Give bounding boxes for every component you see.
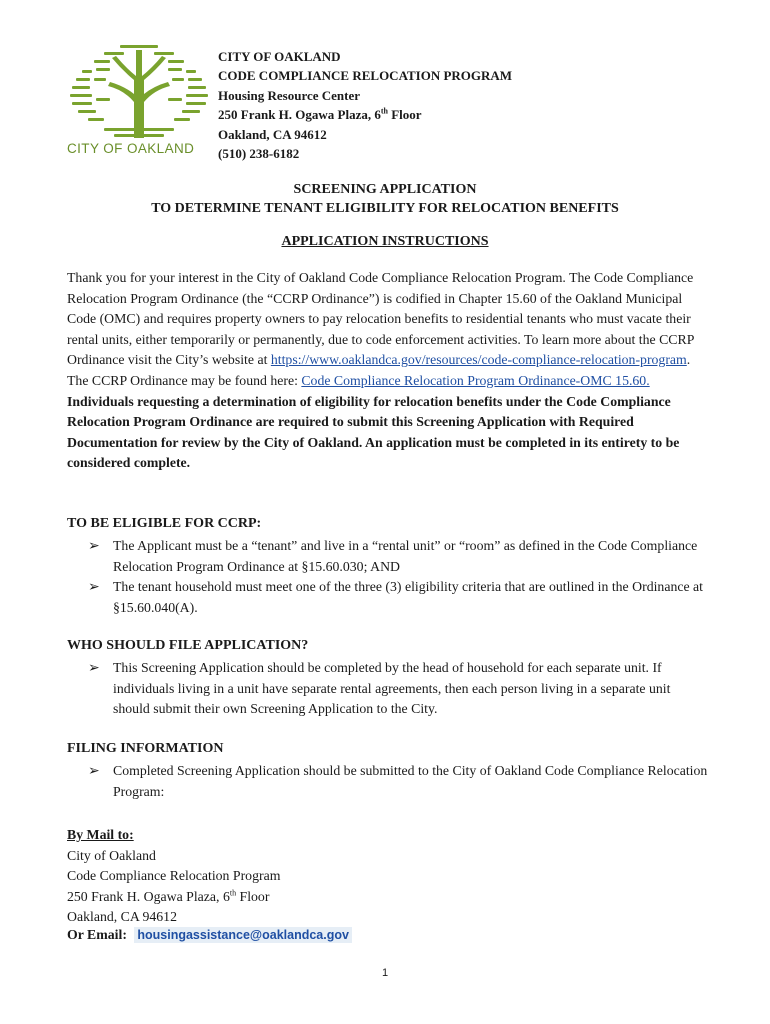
- document-subtitle: TO DETERMINE TENANT ELIGIBILITY FOR RELOCATION BENEFITS: [151, 201, 619, 216]
- arrow-bullet-icon: ➢: [88, 579, 100, 594]
- mail-city: Oakland, CA 94612: [67, 909, 177, 925]
- oak-tree-icon: [64, 40, 214, 140]
- instructions-heading: APPLICATION INSTRUCTIONS: [281, 234, 489, 249]
- who-heading: WHO SHOULD FILE APPLICATION?: [67, 638, 309, 653]
- ccrp-website-link[interactable]: https://www.oaklandca.gov/resources/code-compliance-relocation-program: [270, 352, 687, 368]
- email-label: Or Email:: [67, 927, 127, 942]
- logo-wordmark: CITY OF OAKLAND: [67, 141, 195, 156]
- mail-line: City of Oakland: [67, 847, 156, 863]
- intro-bold-requirement: Individuals requesting a determination of eligibility for relocation benefits under the Code Compliance Relocation Program Ordinance are required to submit this Screening Application with Required Documentation for review by the City of Oakland. An application must be completed in its entirety to be considered complete.: [67, 393, 680, 471]
- header-address: 250 Frank H. Ogawa Plaza, 6th Floor: [218, 106, 422, 123]
- list-item: ➢ This Screening Application should be completed by the head of household for each separate unit. If individuals living in a unit have separate rental agreements, then each person living in a separate unit should submit their own Screening Application to the City.: [88, 660, 671, 717]
- header-city-line: Oakland, CA 94612: [218, 126, 327, 142]
- mail-heading: By Mail to:: [67, 827, 134, 842]
- mail-address-block: [67, 825, 280, 928]
- mail-address: 250 Frank H. Ogawa Plaza, 6th Floor: [67, 888, 270, 904]
- page-number: 1: [381, 967, 389, 979]
- mail-line: Code Compliance Relocation Program: [67, 868, 281, 884]
- intro-paragraph: Thank you for your interest in the City of Oakland Code Compliance Relocation Program. The Code Compliance Relocation Program Ordinance (the “CCRP Ordinance”) is codified in Chapter 15.60 of the Oakland Municipal Code (OMC) and requires property owners to pay relocation benefits to residential tenants who must vacate their rental units, either temporarily or permanently, due to code enforcement activities. To learn more about the CCRP Ordinance visit the City’s website at https://www.oaklandca.gov/resources/code-compliance-relocation-program. The CCRP Ordinance may be found here: Code Compliance Relocation Program Ordinance-OMC 15.60. Individuals requesting a determination of eligibility for relocation benefits under the Code Compliance Relocation Program Ordinance are required to submit this Screening Application with Required Documentation for review by the City of Oakland. An application must be completed in its entirety to be considered complete.: [67, 270, 694, 471]
- header-line-city: CITY OF OAKLAND: [218, 49, 341, 64]
- email-link[interactable]: housingassistance@oaklandca.gov: [134, 927, 352, 943]
- header-line-program: CODE COMPLIANCE RELOCATION PROGRAM: [218, 68, 513, 84]
- eligibility-heading: TO BE ELIGIBLE FOR CCRP:: [67, 516, 262, 531]
- list-item: ➢ Completed Screening Application should be submitted to the City of Oakland Code Compliance Relocation Program:: [88, 763, 708, 799]
- arrow-bullet-icon: ➢: [88, 763, 100, 778]
- arrow-bullet-icon: ➢: [88, 538, 100, 553]
- document-title: SCREENING APPLICATION: [293, 182, 477, 197]
- header-phone: (510) 238-6182: [218, 146, 300, 162]
- list-item: ➢ The tenant household must meet one of the three (3) eligibility criteria that are outlined in the Ordinance at §15.60.040(A).: [88, 579, 703, 615]
- list-item: ➢ The Applicant must be a “tenant” and live in a “rental unit” or “room” as defined in the Code Compliance Relocation Program Ordinance at §15.60.030; AND: [88, 538, 698, 574]
- agency-header: [218, 47, 512, 163]
- filing-heading: FILING INFORMATION: [67, 741, 224, 756]
- arrow-bullet-icon: ➢: [88, 660, 100, 675]
- header-line-center: Housing Resource Center: [218, 87, 361, 103]
- ccrp-ordinance-link[interactable]: Code Compliance Relocation Program Ordinance-OMC 15.60.: [301, 372, 650, 388]
- email-row: [67, 927, 352, 943]
